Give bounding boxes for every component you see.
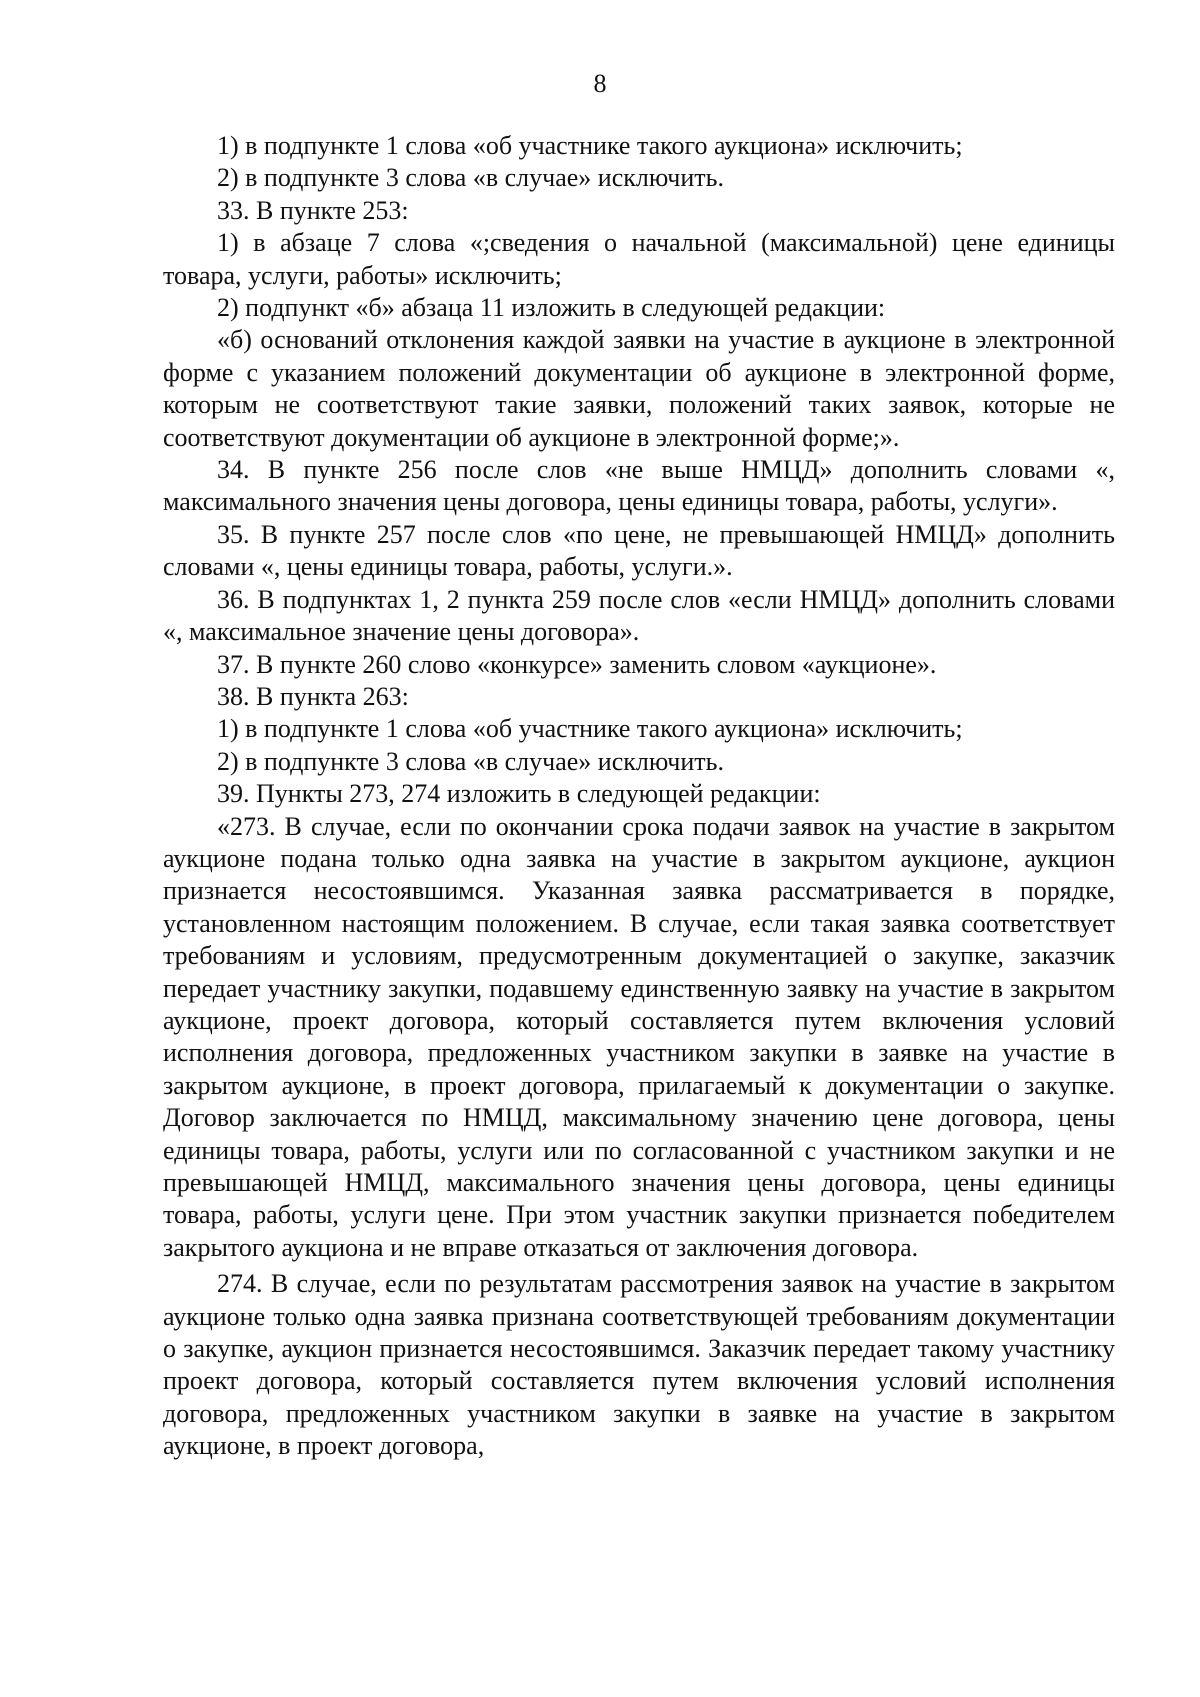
paragraph-11: 38. В пункта 263:: [217, 681, 409, 711]
paragraph-16: 274. В случае, если по результатам рассмотрения заявок на участие в закрытом аукционе только одна заявка признана соответствующей требованиям документации о закупке, аукцион признается несостоявшимся. Заказчик передает такому участнику проект договора, который составляется путем включения условий исполнения договора, предложенных участником закупки в заявке на участие в закрытом аукционе, в проект договора,: [163, 1269, 1115, 1461]
paragraph-7: 34. В пункте 256 после слов «не выше НМЦД» дополнить словами «, максимального значения цены договора, цены единицы товара, работы, услуги».: [163, 455, 1115, 517]
paragraph-2: 2) в подпункте 3 слова «в случае» исключить.: [217, 163, 724, 193]
document-body: [163, 130, 1115, 1463]
paragraph-15: «273. В случае, если по окончании срока подачи заявок на участие в закрытом аукционе подана только одна заявка на участие в закрытом аукционе, аукцион признается несостоявшимся. Указанная заявка рассматривается в порядке, установленном настоящим положением. В случае, если такая заявка соответствует требованиям и условиям, предусмотренным документацией о закупке, заказчик передает участнику закупки, подавшему единственную заявку на участие в закрытом аукционе, проект договора, который составляется путем включения условий исполнения договора, предложенных участником закупки в заявке на участие в закрытом аукционе, в проект договора, прилагаемый к документации о закупке. Договор заключается по НМЦД, максимальному значению цене договора, цены единицы товара, работы, услуги или по согласованной с участником закупки и не превышающей НМЦД, максимального значения цены договора, цены единицы товара, работы, услуги цене. При этом участник закупки признается победителем закрытого аукциона и не вправе отказаться от заключения договора.: [163, 811, 1115, 1262]
paragraph-1: 1) в подпункте 1 слова «об участнике такого аукциона» исключить;: [217, 131, 963, 160]
page-number: 8: [593, 69, 607, 98]
paragraph-13: 2) в подпункте 3 слова «в случае» исключить.: [217, 746, 724, 776]
paragraph-12: 1) в подпункте 1 слова «об участнике такого аукциона» исключить;: [217, 714, 963, 744]
paragraph-3: 33. В пункте 253:: [217, 195, 409, 225]
paragraph-5: 2) подпункт «б» абзаца 11 изложить в следующей редакции:: [217, 293, 886, 323]
paragraph-8: 35. В пункте 257 после слов «по цене, не превышающей НМЦД» дополнить словами «, цены единицы товара, работы, услуги.».: [163, 519, 1115, 582]
paragraph-6: «б) оснований отклонения каждой заявки на участие в аукционе в электронной форме с указанием положений документации об аукционе в электронной форме, которым не соответствуют такие заявки, положений таких заявок, которые не соответствуют документации об аукционе в электронной форме;».: [163, 325, 1115, 452]
paragraph-14: 39. Пункты 273, 274 изложить в следующей редакции:: [217, 779, 821, 809]
paragraph-9: 36. В подпунктах 1, 2 пункта 259 после слов «если НМЦД» дополнить словами «, максимальное значение цены договора».: [163, 584, 1115, 647]
paragraph-4: 1) в абзаце 7 слова «;сведения о начальной (максимальной) цене единицы товара, услуги, работы» исключить;: [163, 228, 1115, 290]
paragraph-10: 37. В пункте 260 слово «конкурсе» заменить словом «аукционе».: [217, 649, 937, 679]
